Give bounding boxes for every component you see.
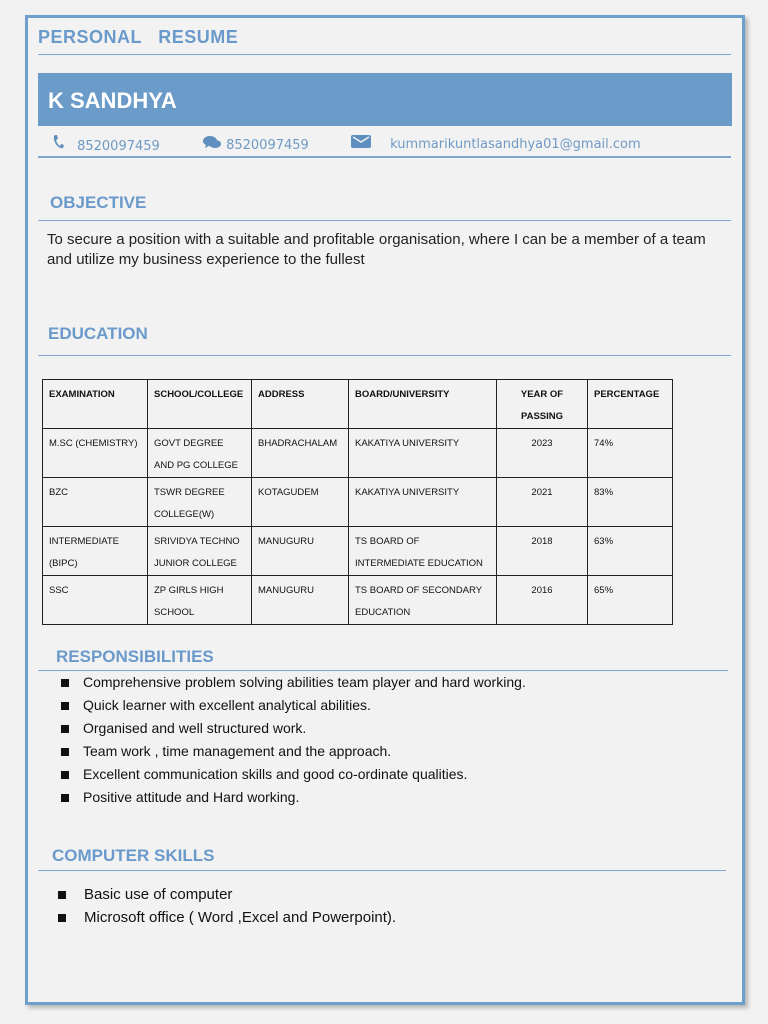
table-cell: ZP GIRLS HIGH SCHOOL xyxy=(148,576,252,625)
bullet-square-icon xyxy=(58,914,66,922)
table-cell: KOTAGUDEM xyxy=(252,478,349,527)
list-item: Quick learner with excellent analytical abilities. xyxy=(61,697,526,720)
table-cell: 2023 xyxy=(497,429,588,478)
chat-icon xyxy=(203,134,226,153)
email-contact xyxy=(351,133,641,152)
objective-text: To secure a position with a suitable and profitable organisation, where I can be a member of a team and utilize my business experience to the fullest xyxy=(47,231,706,268)
bullet-square-icon xyxy=(61,794,69,802)
table-cell: BHADRACHALAM xyxy=(252,429,349,478)
list-item: Basic use of computer xyxy=(58,886,396,909)
table-cell: M.SC (CHEMISTRY) xyxy=(43,429,148,478)
skills-title: COMPUTER SKILLS xyxy=(52,846,215,865)
table-header-cell: YEAR OF PASSING xyxy=(497,380,588,429)
table-cell: BZC xyxy=(43,478,148,527)
table-header-cell: ADDRESS xyxy=(252,380,349,429)
bullet-square-icon xyxy=(61,702,69,710)
objective-divider xyxy=(38,220,731,221)
table-header-cell: EXAMINATION xyxy=(43,380,148,429)
bullet-square-icon xyxy=(61,771,69,779)
email-address[interactable]: kummarikuntlasandhya01@gmail.com xyxy=(390,137,641,152)
name-banner xyxy=(38,73,732,126)
bullet-square-icon xyxy=(58,891,66,899)
table-cell: TS BOARD OF SECONDARY EDUCATION xyxy=(349,576,497,625)
table-cell: 2018 xyxy=(497,527,588,576)
table-cell: SSC xyxy=(43,576,148,625)
education-title: EDUCATION xyxy=(48,324,148,343)
objective-title: OBJECTIVE xyxy=(50,193,147,212)
table-cell: GOVT DEGREE AND PG COLLEGE xyxy=(148,429,252,478)
education-divider xyxy=(38,355,731,356)
table-cell: 83% xyxy=(588,478,673,527)
list-item: Microsoft office ( Word ,Excel and Powerpoint). xyxy=(58,909,396,932)
table-cell: INTERMEDIATE (BIPC) xyxy=(43,527,148,576)
education-table xyxy=(42,379,673,625)
table-header-row xyxy=(43,380,673,429)
table-cell: MANUGURU xyxy=(252,527,349,576)
table-cell: KAKATIYA UNIVERSITY xyxy=(349,429,497,478)
responsibilities-title: RESPONSIBILITIES xyxy=(56,647,214,666)
table-cell: SRIVIDYA TECHNO JUNIOR COLLEGE xyxy=(148,527,252,576)
phone-number[interactable]: 8520097459 xyxy=(77,139,160,154)
phone-contact xyxy=(52,134,160,154)
list-item: Team work , time management and the approach. xyxy=(61,743,526,766)
table-cell: 65% xyxy=(588,576,673,625)
bullet-square-icon xyxy=(61,679,69,687)
contact-divider xyxy=(38,156,731,158)
candidate-name: K SANDHYA xyxy=(48,88,177,113)
resume-header-title: PERSONAL RESUME xyxy=(38,27,239,47)
bullet-square-icon xyxy=(61,748,69,756)
skills-divider xyxy=(38,870,726,871)
table-cell: TS BOARD OF INTERMEDIATE EDUCATION xyxy=(349,527,497,576)
list-item: Excellent communication skills and good co-ordinate qualities. xyxy=(61,766,526,789)
table-cell: MANUGURU xyxy=(252,576,349,625)
table-cell: 63% xyxy=(588,527,673,576)
bullet-square-icon xyxy=(61,725,69,733)
table-cell: 74% xyxy=(588,429,673,478)
whatsapp-contact xyxy=(203,134,309,153)
table-header-cell: BOARD/UNIVERSITY xyxy=(349,380,497,429)
skills-list xyxy=(58,886,396,932)
mail-icon xyxy=(351,133,376,152)
whatsapp-number[interactable]: 8520097459 xyxy=(226,138,309,153)
list-item: Positive attitude and Hard working. xyxy=(61,789,526,812)
table-cell: TSWR DEGREE COLLEGE(W) xyxy=(148,478,252,527)
table-header-cell: SCHOOL/COLLEGE xyxy=(148,380,252,429)
table-row xyxy=(43,576,673,625)
list-item: Organised and well structured work. xyxy=(61,720,526,743)
table-cell: KAKATIYA UNIVERSITY xyxy=(349,478,497,527)
table-cell: 2021 xyxy=(497,478,588,527)
table-header-cell: PERCENTAGE xyxy=(588,380,673,429)
responsibilities-list xyxy=(61,674,526,812)
table-row xyxy=(43,527,673,576)
table-cell: 2016 xyxy=(497,576,588,625)
responsibilities-divider xyxy=(38,670,728,671)
table-row xyxy=(43,429,673,478)
phone-icon xyxy=(52,135,69,154)
header-divider xyxy=(38,54,731,55)
list-item: Comprehensive problem solving abilities team player and hard working. xyxy=(61,674,526,697)
table-row xyxy=(43,478,673,527)
